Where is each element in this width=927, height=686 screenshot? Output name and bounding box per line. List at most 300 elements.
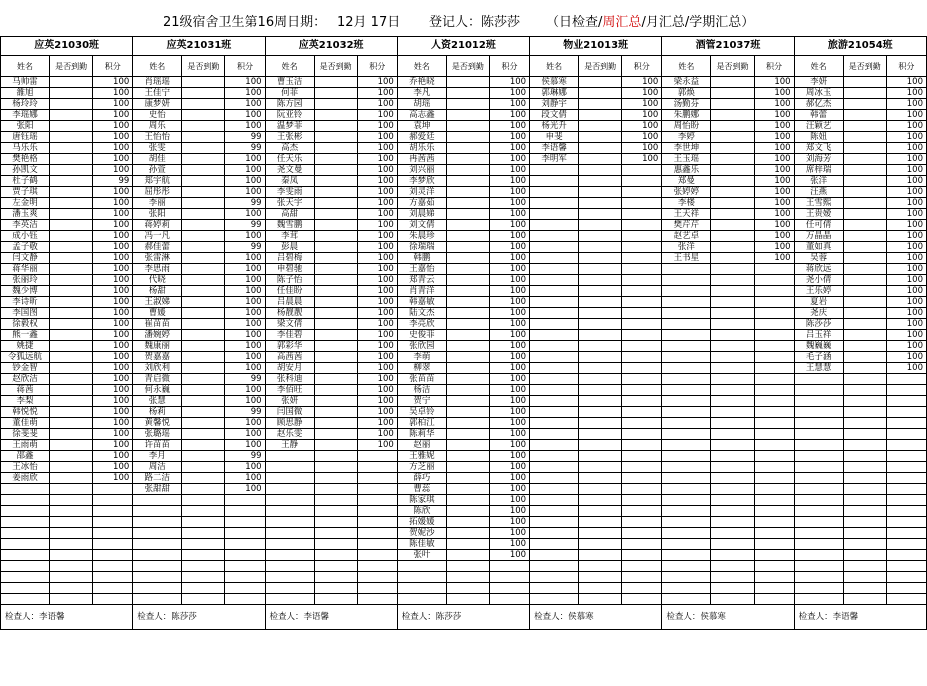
student-name-cell[interactable]: 郑青云	[397, 275, 446, 286]
student-name-cell[interactable]: 周乐	[133, 121, 182, 132]
student-name-cell[interactable]	[530, 330, 579, 341]
present-cell[interactable]	[50, 209, 93, 220]
present-cell[interactable]	[50, 242, 93, 253]
score-cell[interactable]: 100	[489, 242, 529, 253]
score-cell[interactable]: 99	[93, 176, 133, 187]
present-cell[interactable]	[711, 495, 754, 506]
student-name-cell[interactable]: 闫国微	[265, 407, 314, 418]
score-cell[interactable]	[93, 550, 133, 561]
student-name-cell[interactable]: 贺妮沙	[397, 528, 446, 539]
student-name-cell[interactable]: 张慧	[133, 396, 182, 407]
present-cell[interactable]	[314, 209, 357, 220]
student-name-cell[interactable]	[794, 495, 843, 506]
score-cell[interactable]: 99	[225, 407, 265, 418]
student-name-cell[interactable]: 李雯雨	[265, 187, 314, 198]
link-monthly-summary[interactable]: 月汇总	[645, 15, 685, 30]
present-cell[interactable]	[579, 561, 622, 572]
score-cell[interactable]: 100	[489, 462, 529, 473]
student-name-cell[interactable]: 冯一凡	[133, 231, 182, 242]
student-name-cell[interactable]	[662, 473, 711, 484]
score-cell[interactable]	[225, 528, 265, 539]
present-cell[interactable]	[50, 110, 93, 121]
score-cell[interactable]: 100	[754, 253, 794, 264]
present-column-header[interactable]: 是否到勤	[711, 56, 754, 77]
present-cell[interactable]	[711, 374, 754, 385]
score-cell[interactable]: 100	[225, 77, 265, 88]
present-cell[interactable]	[579, 572, 622, 583]
student-name-cell[interactable]: 刘静宇	[530, 99, 579, 110]
present-cell[interactable]	[446, 242, 489, 253]
score-cell[interactable]: 100	[754, 99, 794, 110]
present-cell[interactable]	[182, 253, 225, 264]
score-cell[interactable]	[754, 363, 794, 374]
score-cell[interactable]: 100	[225, 121, 265, 132]
student-name-cell[interactable]	[662, 484, 711, 495]
student-name-cell[interactable]: 侯慕寒	[530, 77, 579, 88]
student-name-cell[interactable]: 王雪熙	[794, 198, 843, 209]
student-name-cell[interactable]	[265, 594, 314, 605]
score-column-header[interactable]: 积分	[886, 56, 926, 77]
score-cell[interactable]: 100	[489, 231, 529, 242]
score-cell[interactable]	[886, 418, 926, 429]
student-name-cell[interactable]	[662, 319, 711, 330]
present-cell[interactable]	[182, 517, 225, 528]
score-cell[interactable]	[622, 572, 662, 583]
present-cell[interactable]	[50, 319, 93, 330]
student-name-cell[interactable]: 郑宇航	[133, 176, 182, 187]
student-name-cell[interactable]: 王雨萌	[1, 440, 50, 451]
student-name-cell[interactable]	[530, 286, 579, 297]
present-cell[interactable]	[711, 154, 754, 165]
student-name-cell[interactable]	[1, 583, 50, 594]
score-cell[interactable]: 100	[489, 77, 529, 88]
present-cell[interactable]	[579, 407, 622, 418]
present-cell[interactable]	[314, 77, 357, 88]
score-cell[interactable]	[622, 506, 662, 517]
present-cell[interactable]	[843, 396, 886, 407]
present-cell[interactable]	[50, 121, 93, 132]
student-name-cell[interactable]: 万晶晶	[794, 231, 843, 242]
student-name-cell[interactable]: 杜子鹤	[1, 176, 50, 187]
student-name-cell[interactable]: 申斐	[530, 132, 579, 143]
student-name-cell[interactable]	[530, 253, 579, 264]
present-cell[interactable]	[843, 143, 886, 154]
student-name-cell[interactable]	[530, 264, 579, 275]
score-cell[interactable]	[225, 594, 265, 605]
score-cell[interactable]: 100	[886, 264, 926, 275]
present-cell[interactable]	[182, 110, 225, 121]
present-cell[interactable]	[314, 231, 357, 242]
present-cell[interactable]	[579, 286, 622, 297]
student-name-cell[interactable]: 樊芹芹	[662, 220, 711, 231]
score-cell[interactable]: 100	[357, 187, 397, 198]
present-cell[interactable]	[314, 363, 357, 374]
present-cell[interactable]	[579, 517, 622, 528]
score-cell[interactable]	[622, 451, 662, 462]
present-cell[interactable]	[843, 385, 886, 396]
student-name-cell[interactable]	[397, 583, 446, 594]
present-cell[interactable]	[579, 451, 622, 462]
student-name-cell[interactable]: 魏康丽	[133, 341, 182, 352]
present-cell[interactable]	[711, 264, 754, 275]
score-cell[interactable]	[622, 363, 662, 374]
present-cell[interactable]	[579, 495, 622, 506]
present-cell[interactable]	[50, 451, 93, 462]
student-name-cell[interactable]: 张甜甜	[133, 484, 182, 495]
present-cell[interactable]	[843, 440, 886, 451]
score-cell[interactable]: 100	[93, 110, 133, 121]
present-cell[interactable]	[579, 154, 622, 165]
score-cell[interactable]: 100	[93, 319, 133, 330]
student-name-cell[interactable]: 郭焕	[662, 88, 711, 99]
present-cell[interactable]	[579, 539, 622, 550]
student-name-cell[interactable]: 张洋	[662, 242, 711, 253]
score-cell[interactable]	[225, 572, 265, 583]
present-cell[interactable]	[182, 594, 225, 605]
present-cell[interactable]	[843, 418, 886, 429]
present-cell[interactable]	[579, 506, 622, 517]
student-name-cell[interactable]	[1, 594, 50, 605]
student-name-cell[interactable]: 吕玉祥	[794, 330, 843, 341]
score-cell[interactable]: 100	[489, 297, 529, 308]
student-name-cell[interactable]: 王怡怡	[133, 132, 182, 143]
student-name-cell[interactable]	[1, 495, 50, 506]
score-cell[interactable]	[754, 385, 794, 396]
present-cell[interactable]	[50, 506, 93, 517]
present-cell[interactable]	[50, 363, 93, 374]
student-name-cell[interactable]: 王天祥	[662, 209, 711, 220]
student-name-cell[interactable]	[1, 550, 50, 561]
present-cell[interactable]	[50, 154, 93, 165]
score-cell[interactable]	[225, 539, 265, 550]
student-name-cell[interactable]	[530, 198, 579, 209]
student-name-cell[interactable]	[530, 297, 579, 308]
name-column-header[interactable]: 姓名	[133, 56, 182, 77]
score-cell[interactable]: 100	[886, 165, 926, 176]
student-name-cell[interactable]	[662, 275, 711, 286]
present-cell[interactable]	[182, 484, 225, 495]
student-name-cell[interactable]	[794, 429, 843, 440]
present-cell[interactable]	[314, 528, 357, 539]
present-column-header[interactable]: 是否到勤	[843, 56, 886, 77]
score-cell[interactable]	[754, 594, 794, 605]
student-name-cell[interactable]: 樊艳格	[1, 154, 50, 165]
student-name-cell[interactable]: 李佰旺	[265, 385, 314, 396]
student-name-cell[interactable]: 冉茜茜	[397, 154, 446, 165]
student-name-cell[interactable]: 熊一鑫	[1, 330, 50, 341]
score-cell[interactable]	[357, 462, 397, 473]
score-cell[interactable]: 100	[357, 110, 397, 121]
present-cell[interactable]	[579, 132, 622, 143]
student-name-cell[interactable]	[662, 330, 711, 341]
student-name-cell[interactable]	[530, 374, 579, 385]
present-cell[interactable]	[314, 308, 357, 319]
checker-cell[interactable]: 检查人：李语馨	[265, 605, 397, 630]
present-cell[interactable]	[579, 308, 622, 319]
score-cell[interactable]: 100	[225, 473, 265, 484]
present-cell[interactable]	[182, 154, 225, 165]
student-name-cell[interactable]	[662, 341, 711, 352]
score-cell[interactable]	[886, 407, 926, 418]
score-cell[interactable]: 100	[489, 209, 529, 220]
score-cell[interactable]	[489, 572, 529, 583]
student-name-cell[interactable]	[794, 473, 843, 484]
student-name-cell[interactable]	[265, 572, 314, 583]
student-name-cell[interactable]: 张阳	[1, 121, 50, 132]
score-cell[interactable]: 100	[489, 319, 529, 330]
present-cell[interactable]	[711, 330, 754, 341]
student-name-cell[interactable]	[794, 374, 843, 385]
student-name-cell[interactable]: 王贵嫒	[794, 209, 843, 220]
student-name-cell[interactable]: 郭彩华	[265, 341, 314, 352]
student-name-cell[interactable]: 魏雪鹏	[265, 220, 314, 231]
present-cell[interactable]	[446, 539, 489, 550]
student-name-cell[interactable]	[794, 407, 843, 418]
score-cell[interactable]	[622, 550, 662, 561]
score-cell[interactable]: 99	[225, 132, 265, 143]
name-column-header[interactable]: 姓名	[530, 56, 579, 77]
student-name-cell[interactable]: 王书星	[662, 253, 711, 264]
score-cell[interactable]	[622, 418, 662, 429]
score-cell[interactable]	[225, 506, 265, 517]
present-cell[interactable]	[446, 341, 489, 352]
present-cell[interactable]	[579, 275, 622, 286]
score-cell[interactable]: 100	[357, 330, 397, 341]
present-cell[interactable]	[579, 462, 622, 473]
student-name-cell[interactable]: 周怡盼	[662, 121, 711, 132]
score-cell[interactable]	[93, 561, 133, 572]
present-cell[interactable]	[843, 231, 886, 242]
present-cell[interactable]	[579, 396, 622, 407]
student-name-cell[interactable]: 尧小倩	[794, 275, 843, 286]
score-cell[interactable]	[754, 506, 794, 517]
present-cell[interactable]	[446, 561, 489, 572]
present-cell[interactable]	[711, 297, 754, 308]
student-name-cell[interactable]	[794, 539, 843, 550]
score-cell[interactable]: 100	[489, 396, 529, 407]
student-name-cell[interactable]: 郑文飞	[794, 143, 843, 154]
student-name-cell[interactable]	[662, 528, 711, 539]
student-name-cell[interactable]	[662, 506, 711, 517]
student-name-cell[interactable]: 吕晨晨	[265, 297, 314, 308]
present-cell[interactable]	[579, 77, 622, 88]
present-cell[interactable]	[50, 198, 93, 209]
student-name-cell[interactable]	[794, 462, 843, 473]
present-cell[interactable]	[843, 253, 886, 264]
score-cell[interactable]: 100	[489, 286, 529, 297]
present-cell[interactable]	[711, 242, 754, 253]
student-name-cell[interactable]: 陈欣	[397, 506, 446, 517]
student-name-cell[interactable]: 李世坤	[662, 143, 711, 154]
student-name-cell[interactable]: 方芝丽	[397, 462, 446, 473]
student-name-cell[interactable]: 赵艺卓	[662, 231, 711, 242]
student-name-cell[interactable]: 徐毅权	[1, 319, 50, 330]
score-cell[interactable]: 100	[754, 143, 794, 154]
student-name-cell[interactable]	[530, 429, 579, 440]
present-cell[interactable]	[182, 88, 225, 99]
student-name-cell[interactable]	[530, 550, 579, 561]
student-name-cell[interactable]: 徐斐斐	[1, 429, 50, 440]
score-cell[interactable]	[622, 484, 662, 495]
student-name-cell[interactable]: 陈莉华	[397, 429, 446, 440]
score-cell[interactable]: 100	[489, 275, 529, 286]
present-cell[interactable]	[314, 286, 357, 297]
score-cell[interactable]: 100	[225, 176, 265, 187]
student-name-cell[interactable]	[133, 495, 182, 506]
present-cell[interactable]	[579, 440, 622, 451]
student-name-cell[interactable]	[662, 363, 711, 374]
score-cell[interactable]: 100	[754, 88, 794, 99]
score-cell[interactable]: 100	[357, 220, 397, 231]
student-name-cell[interactable]: 温梦菲	[265, 121, 314, 132]
score-cell[interactable]	[357, 484, 397, 495]
present-cell[interactable]	[579, 121, 622, 132]
student-name-cell[interactable]: 胡佳	[133, 154, 182, 165]
present-column-header[interactable]: 是否到勤	[314, 56, 357, 77]
student-name-cell[interactable]	[265, 506, 314, 517]
present-cell[interactable]	[182, 495, 225, 506]
present-cell[interactable]	[50, 264, 93, 275]
present-cell[interactable]	[446, 88, 489, 99]
present-cell[interactable]	[182, 429, 225, 440]
present-cell[interactable]	[50, 418, 93, 429]
student-name-cell[interactable]: 肖瑶瑶	[133, 77, 182, 88]
present-cell[interactable]	[579, 220, 622, 231]
student-name-cell[interactable]	[265, 451, 314, 462]
student-name-cell[interactable]	[133, 539, 182, 550]
present-cell[interactable]	[843, 539, 886, 550]
student-name-cell[interactable]	[662, 352, 711, 363]
student-name-cell[interactable]	[265, 473, 314, 484]
score-cell[interactable]	[225, 550, 265, 561]
score-cell[interactable]: 100	[225, 341, 265, 352]
score-cell[interactable]: 100	[357, 418, 397, 429]
score-cell[interactable]	[93, 495, 133, 506]
present-cell[interactable]	[50, 572, 93, 583]
student-name-cell[interactable]: 蒋茜	[1, 385, 50, 396]
student-name-cell[interactable]: 王雅妮	[397, 451, 446, 462]
present-cell[interactable]	[843, 209, 886, 220]
present-cell[interactable]	[446, 495, 489, 506]
present-cell[interactable]	[182, 374, 225, 385]
score-cell[interactable]: 100	[489, 495, 529, 506]
score-cell[interactable]: 100	[357, 385, 397, 396]
present-cell[interactable]	[50, 462, 93, 473]
score-cell[interactable]: 100	[489, 352, 529, 363]
score-cell[interactable]: 100	[489, 99, 529, 110]
student-name-cell[interactable]	[530, 396, 579, 407]
present-cell[interactable]	[579, 99, 622, 110]
score-cell[interactable]: 100	[622, 110, 662, 121]
checker-cell[interactable]: 检查人：李语馨	[794, 605, 926, 630]
present-cell[interactable]	[50, 429, 93, 440]
score-cell[interactable]: 100	[93, 363, 133, 374]
score-cell[interactable]: 100	[357, 143, 397, 154]
present-cell[interactable]	[843, 242, 886, 253]
student-name-cell[interactable]: 王乐婷	[794, 286, 843, 297]
present-cell[interactable]	[50, 396, 93, 407]
student-name-cell[interactable]	[530, 583, 579, 594]
student-name-cell[interactable]: 杨莉	[133, 407, 182, 418]
student-name-cell[interactable]: 肖青洋	[397, 286, 446, 297]
score-cell[interactable]: 100	[489, 418, 529, 429]
present-cell[interactable]	[446, 319, 489, 330]
present-cell[interactable]	[843, 517, 886, 528]
score-cell[interactable]	[754, 374, 794, 385]
score-cell[interactable]: 100	[357, 308, 397, 319]
score-column-header[interactable]: 积分	[622, 56, 662, 77]
score-cell[interactable]	[622, 264, 662, 275]
score-cell[interactable]: 100	[357, 429, 397, 440]
student-name-cell[interactable]: 高志鑫	[397, 110, 446, 121]
student-name-cell[interactable]: 钞金智	[1, 363, 50, 374]
score-cell[interactable]: 100	[225, 286, 265, 297]
score-cell[interactable]	[622, 528, 662, 539]
score-cell[interactable]	[622, 176, 662, 187]
student-name-cell[interactable]: 王慧慧	[794, 363, 843, 374]
present-cell[interactable]	[50, 484, 93, 495]
score-cell[interactable]: 100	[93, 462, 133, 473]
score-cell[interactable]	[225, 561, 265, 572]
student-name-cell[interactable]	[265, 583, 314, 594]
present-cell[interactable]	[446, 440, 489, 451]
score-cell[interactable]: 100	[886, 275, 926, 286]
student-name-cell[interactable]: 李佳碧	[265, 330, 314, 341]
present-cell[interactable]	[843, 506, 886, 517]
present-cell[interactable]	[843, 154, 886, 165]
present-cell[interactable]	[182, 418, 225, 429]
score-cell[interactable]: 100	[489, 308, 529, 319]
student-name-cell[interactable]: 蒋婷莉	[133, 220, 182, 231]
link-daily-check[interactable]: 日检查	[559, 15, 599, 30]
present-cell[interactable]	[314, 242, 357, 253]
present-cell[interactable]	[314, 440, 357, 451]
score-cell[interactable]: 100	[886, 297, 926, 308]
student-name-cell[interactable]: 汪颖艺	[794, 121, 843, 132]
student-name-cell[interactable]: 杨洁	[397, 385, 446, 396]
present-cell[interactable]	[314, 517, 357, 528]
student-name-cell[interactable]: 李丽	[133, 198, 182, 209]
score-cell[interactable]: 100	[754, 220, 794, 231]
score-cell[interactable]	[754, 451, 794, 462]
score-cell[interactable]: 100	[489, 154, 529, 165]
score-cell[interactable]: 100	[93, 374, 133, 385]
name-column-header[interactable]: 姓名	[1, 56, 50, 77]
present-cell[interactable]	[843, 88, 886, 99]
present-cell[interactable]	[446, 121, 489, 132]
student-name-cell[interactable]: 惠鑫乐	[662, 165, 711, 176]
present-cell[interactable]	[446, 253, 489, 264]
student-name-cell[interactable]: 孙凯文	[1, 165, 50, 176]
present-cell[interactable]	[843, 561, 886, 572]
present-column-header[interactable]: 是否到勤	[50, 56, 93, 77]
score-cell[interactable]	[886, 561, 926, 572]
student-name-cell[interactable]: 郝佳蕾	[133, 242, 182, 253]
present-cell[interactable]	[50, 550, 93, 561]
student-name-cell[interactable]	[1, 561, 50, 572]
score-cell[interactable]	[622, 341, 662, 352]
present-cell[interactable]	[182, 561, 225, 572]
score-cell[interactable]	[357, 583, 397, 594]
student-name-cell[interactable]: 张洋	[794, 176, 843, 187]
student-name-cell[interactable]: 赵欣洁	[1, 374, 50, 385]
present-cell[interactable]	[314, 550, 357, 561]
student-name-cell[interactable]: 曹玉洁	[265, 77, 314, 88]
present-cell[interactable]	[711, 429, 754, 440]
present-cell[interactable]	[182, 143, 225, 154]
student-name-cell[interactable]: 李萌	[397, 352, 446, 363]
student-name-cell[interactable]	[530, 451, 579, 462]
